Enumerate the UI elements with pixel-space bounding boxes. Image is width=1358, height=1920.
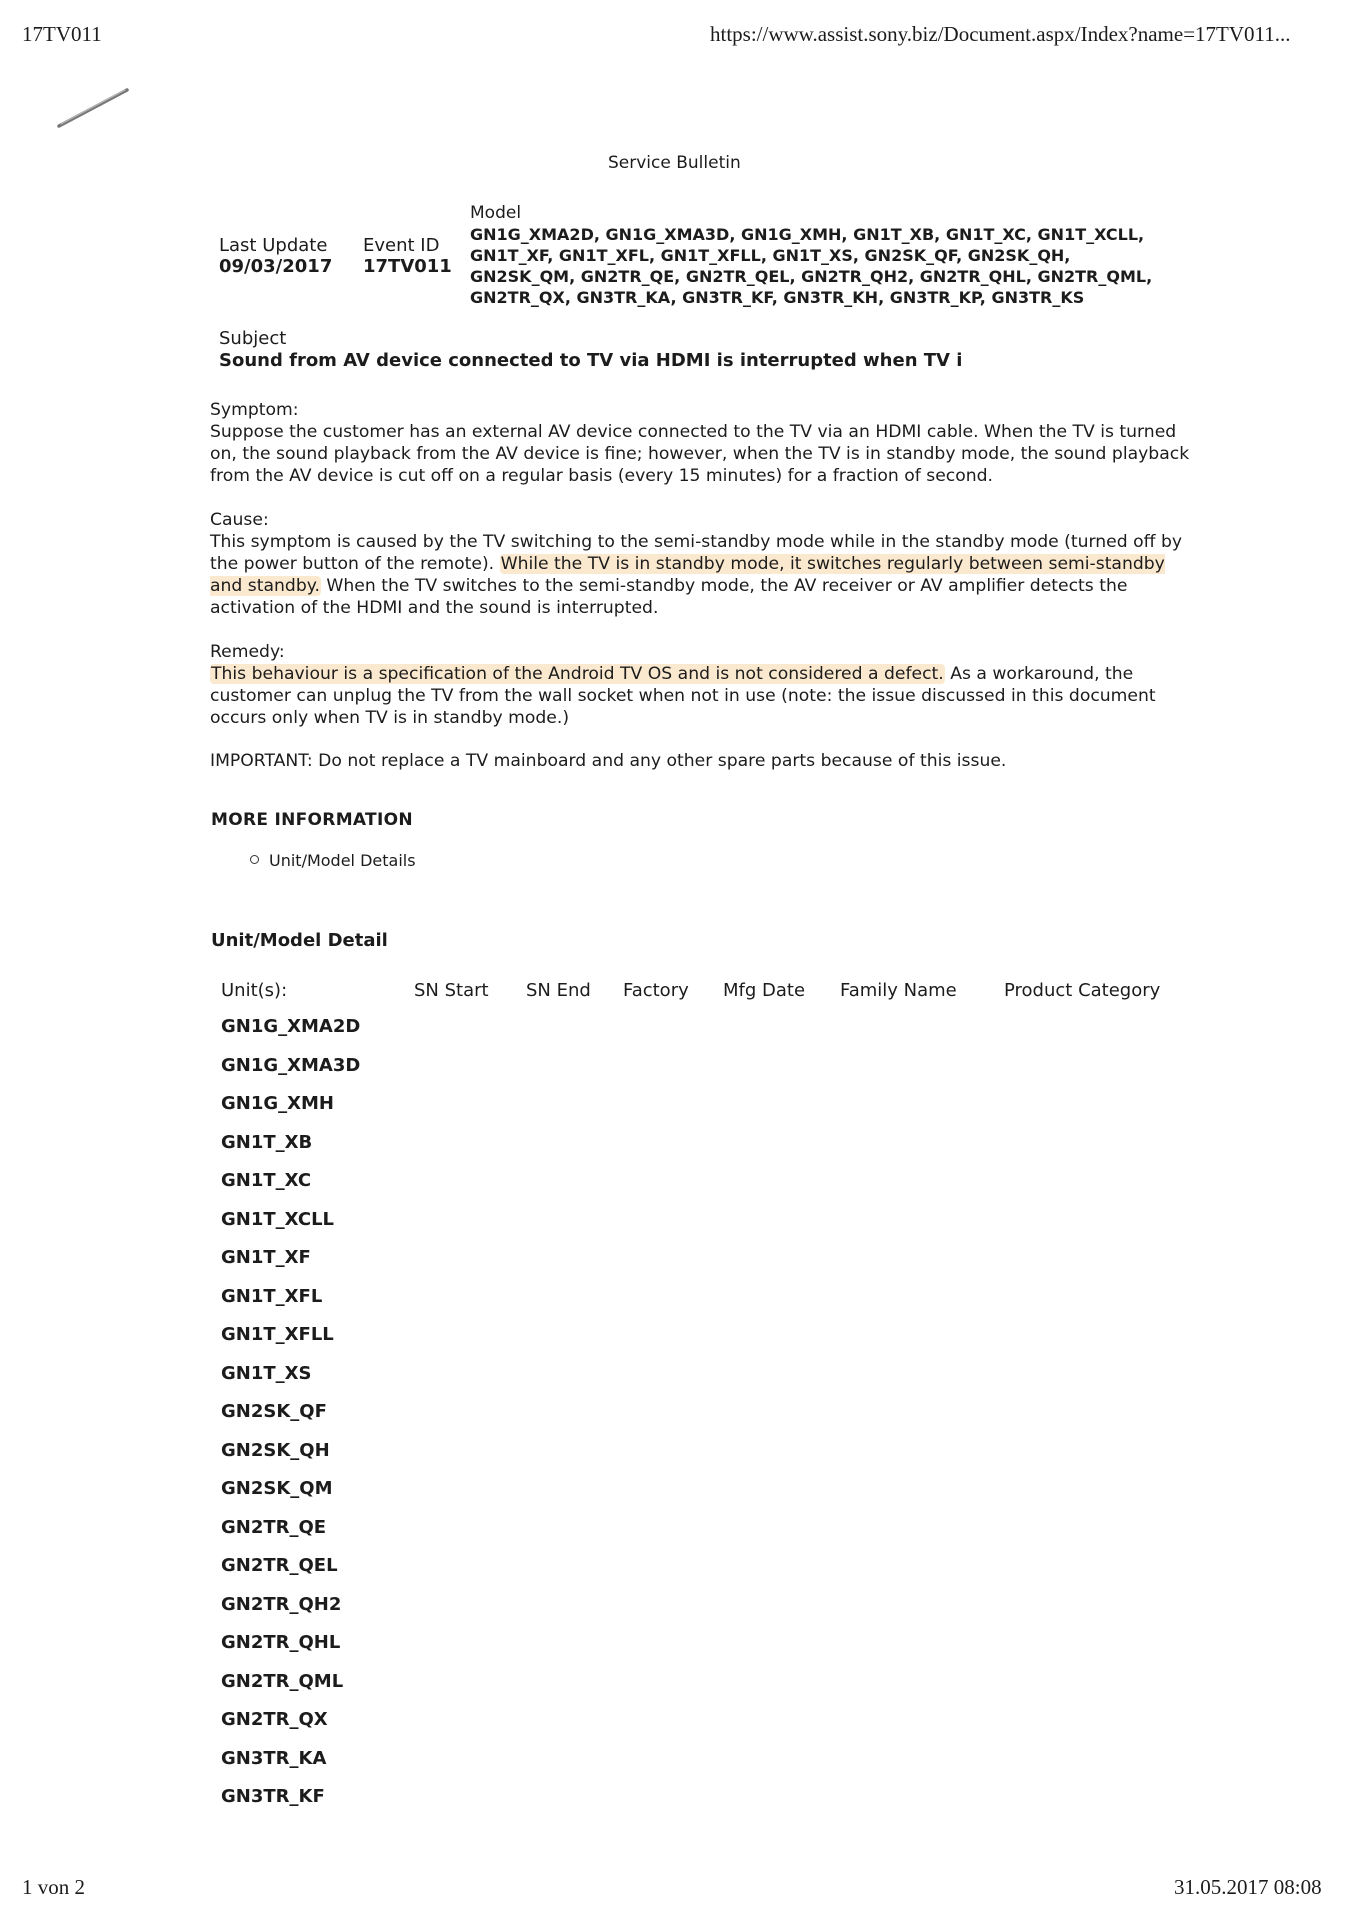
remedy-highlight: This behaviour is a specification of the Android TV OS and is not considered a defect.	[211, 664, 944, 684]
unit-row: GN2TR_QX	[221, 1709, 328, 1730]
subject-block	[219, 328, 962, 372]
cause-label: Cause:	[210, 510, 269, 530]
model-label: Model	[470, 203, 522, 223]
unit-model-detail-title: Unit/Model Detail	[211, 930, 388, 951]
column-header-factory: Factory	[623, 980, 689, 1001]
important-note: IMPORTANT: Do not replace a TV mainboard and any other spare parts because of this issue.	[210, 751, 1007, 771]
unit-row: GN1T_XFL	[221, 1285, 323, 1307]
print-footer-datetime: 31.05.2017 08:08	[1174, 1875, 1322, 1899]
more-information-title: MORE INFORMATION	[211, 810, 413, 830]
symptom-label: Symptom:	[210, 400, 299, 420]
model-list	[470, 224, 1230, 308]
cause-highlight: While the TV is in standby mode, it switches regularly between semi-standby and standby.	[210, 554, 1165, 596]
circle-bullet-icon	[250, 855, 259, 864]
column-header-sn-end: SN End	[526, 980, 591, 1001]
column-header-product-category: Product Category	[1004, 980, 1161, 1001]
unit-row: GN2SK_QM	[221, 1478, 333, 1499]
unit-row: GN1T_XB	[221, 1131, 313, 1153]
last-update-label: Last Update	[219, 235, 328, 256]
symptom-text: Suppose the customer has an external AV device connected to the TV via an HDMI cable. When the TV is turned on, the sound playback from the AV device is fine; however, when the TV is in standby mode, the sound playback from the AV device is cut off on a regular basis (every 15 minutes) for a fraction of second.	[210, 422, 1190, 486]
pen-mark-icon	[55, 82, 135, 132]
unit-row: GN1G_XMH	[221, 1093, 334, 1114]
column-header-sn-start: SN Start	[414, 980, 489, 1001]
event-id-block	[363, 235, 452, 277]
unit-row: GN3TR_KF	[221, 1786, 325, 1807]
column-header-units: Unit(s):	[221, 980, 288, 1001]
unit-row: GN1G_XMA2D	[221, 1016, 361, 1037]
event-id-value: 17TV011	[363, 256, 452, 277]
unit-row: GN2SK_QF	[221, 1401, 327, 1422]
bulletin-title: Service Bulletin	[608, 153, 741, 173]
cause-text	[210, 531, 1200, 619]
symptom-section	[210, 399, 1200, 487]
model-line: GN2TR_QX, GN3TR_KA, GN3TR_KF, GN3TR_KH, GN3TR_KP, GN3TR_KS	[470, 288, 1085, 307]
unit-row: GN2TR_QE	[221, 1516, 327, 1538]
remedy-text-part: As a workaround, the customer can unplug the TV from the wall socket when not in use (note: the issue discussed in this document occurs only when TV is in standby mode.)	[210, 664, 1156, 728]
more-info-link-unit-model-details[interactable]	[250, 851, 416, 870]
more-info-link-label: Unit/Model Details	[269, 851, 416, 870]
column-header-mfg-date: Mfg Date	[723, 980, 806, 1001]
print-footer-page: 1 von 2	[22, 1875, 85, 1899]
unit-row: GN1T_XF	[221, 1247, 311, 1268]
last-update-block	[219, 235, 332, 277]
remedy-text	[210, 663, 1200, 729]
unit-row: GN2TR_QH2	[221, 1593, 342, 1615]
model-line: GN1G_XMA2D, GN1G_XMA3D, GN1G_XMH, GN1T_XB, GN1T_XC, GN1T_XCLL,	[470, 225, 1145, 244]
last-update-value: 09/03/2017	[219, 256, 333, 277]
unit-row: GN1G_XMA3D	[221, 1054, 361, 1076]
unit-row: GN1T_XFLL	[221, 1324, 334, 1345]
print-header-left: 17TV011	[22, 22, 102, 46]
subject-value: Sound from AV device connected to TV via HDMI is interrupted when TV i	[219, 350, 963, 371]
unit-row: GN1T_XC	[221, 1170, 312, 1191]
cause-text-part: This symptom is caused by the TV switching to the semi-standby mode while in the standby mode (turned off by the power button of the remote).	[210, 532, 1183, 574]
column-header-family-name: Family Name	[840, 980, 957, 1001]
event-id-label: Event ID	[363, 235, 440, 256]
model-block	[470, 203, 1230, 308]
unit-row: GN2TR_QHL	[221, 1632, 341, 1653]
print-header-url: https://www.assist.sony.biz/Document.aspx/Index?name=17TV011...	[710, 22, 1291, 46]
model-line: GN2SK_QM, GN2TR_QE, GN2TR_QEL, GN2TR_QH2, GN2TR_QHL, GN2TR_QML,	[470, 267, 1153, 286]
unit-row: GN2SK_QH	[221, 1439, 330, 1461]
cause-text-part: When the TV switches to the semi-standby mode, the AV receiver or AV amplifier detects the activation of the HDMI and the sound is interrupted.	[210, 576, 1128, 618]
unit-row: GN2TR_QML	[221, 1670, 344, 1692]
model-line: GN1T_XF, GN1T_XFL, GN1T_XFLL, GN1T_XS, GN2SK_QF, GN2SK_QH,	[470, 246, 1071, 265]
unit-row: GN1T_XCLL	[221, 1208, 335, 1230]
unit-row: GN1T_XS	[221, 1362, 312, 1384]
subject-label: Subject	[219, 328, 287, 349]
unit-row: GN3TR_KA	[221, 1747, 327, 1769]
remedy-label: Remedy:	[210, 642, 285, 662]
cause-section	[210, 509, 1200, 619]
unit-row: GN2TR_QEL	[221, 1555, 338, 1576]
remedy-section	[210, 641, 1200, 729]
unit-list	[221, 1016, 360, 1825]
